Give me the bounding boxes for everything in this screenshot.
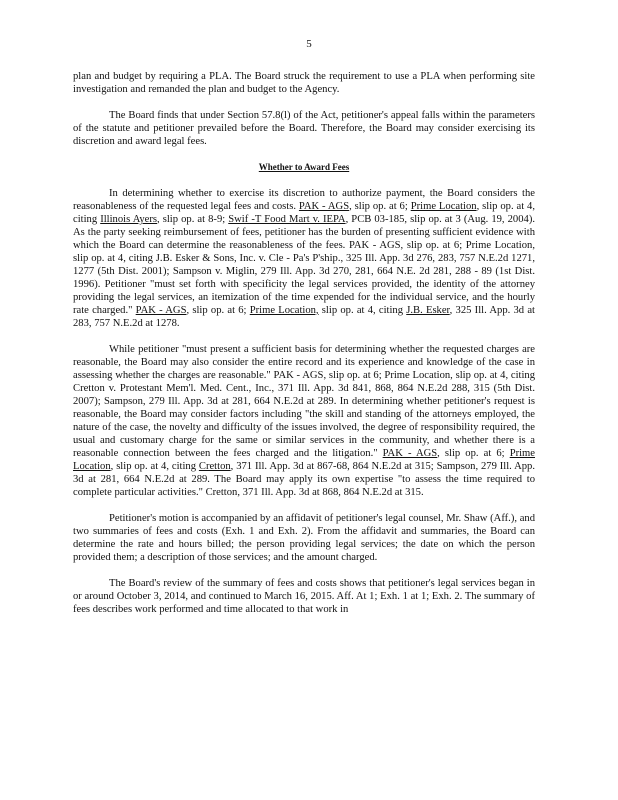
case-citation: PAK - AGS: [135, 305, 187, 316]
case-citation: PAK - AGS: [382, 448, 438, 459]
paragraph-plan-budget: plan and budget by requiring a PLA. The Board struck the requirement to use a PLA when performing site investigation and remanded the plan and budget to the Agency.: [73, 71, 535, 95]
page-number: 5: [306, 38, 312, 50]
case-citation: PAK - AGS: [298, 201, 350, 212]
section-heading-text: Whether to Award Fees: [258, 162, 350, 172]
paragraph-board-review: The Board's review of the summary of fees and costs shows that petitioner's legal services began in or around October 3, 2014, and continued to March 16, 2015. Aff. At 1; Exh. 1 at 1; Exh. 2. The summary of fees describes work performed and time allocated to that work in: [73, 578, 535, 615]
case-citation: Prime Location: [410, 201, 477, 212]
case-citation: Cretton: [198, 461, 231, 472]
case-citation: Swif -T Food Mart v. IEPA: [228, 214, 346, 225]
paragraph-sufficient-basis: While petitioner "must present a sufficient basis for determining whether the requested charges are reasonable, the Board may also consider the entire record and its experience and knowledge of the case in assessing whether the charges are reasonable." PAK - AGS, slip op. at 6; Prime Location, slip op. at 4, citing Cretton v. Protestant Mem'l. Med. Cent., Inc., 371 Ill. App. 3d 841, 868, 864 N.E.2d 288, 315 (5th Dist. 2007); Sampson, 279 Ill. App. 3d at 281, 664 N.E.2d at 289. In determining whether petitioner's request is reasonable, the Board may consider factors including "the skill and standing of the attorneys employed, the nature of the case, the novelty and difficulty of the issues involved, the degree of responsibility required, the usual and customary charge for the same or similar services in the community, and whether there is a reasonable connection between the fees charged and the litigation." PAK - AGS, slip op. at 6; Prime Location, slip op. at 4, citing Cretton, 371 Ill. App. 3d at 867-68, 864 N.E.2d at 315; Sampson, 279 Ill. App. 3d at 281, 664 N.E.2d at 289. The Board may apply its own expertise "to assess the time required to complete particular activities." Cretton, 371 Ill. App. 3d at 868, 864 N.E.2d at 315.: [73, 344, 536, 498]
case-citation: Prime Location,: [249, 305, 319, 316]
section-heading: [73, 161, 535, 174]
case-citation: J.B. Esker: [406, 305, 450, 316]
paragraph-motion-affidavit: Petitioner's motion is accompanied by an affidavit of petitioner's legal counsel, Mr. Shaw (Aff.), and two summaries of fees and costs (Exh. 1 and Exh. 2). From the affidavit and summaries, the Board can determine the rate and hours billed; the person providing legal services; the date on which the person provided them; a description of those services; and the amount charged.: [73, 513, 535, 563]
paragraph-board-finds: The Board finds that under Section 57.8(l) of the Act, petitioner's appeal falls within the parameters of the statute and petitioner prevailed before the Board. Therefore, the Board may consider exercising its discretion and award legal fees.: [73, 110, 535, 147]
case-citation: Illinois Ayers: [100, 214, 158, 225]
case-citation: Prime Location: [73, 448, 535, 472]
paragraph-determining-discretion: In determining whether to exercise its discretion to authorize payment, the Board considers the reasonableness of the requested legal fees and costs. PAK - AGS, slip op. at 6; Prime Location, slip op. at 4, citing Illinois Ayers, slip op. at 8-9; Swif -T Food Mart v. IEPA, PCB 03-185, slip op. at 3 (Aug. 19, 2004). As the party seeking reimbursement of fees, petitioner has the burden of presenting sufficient evidence with which the Board can determine the reasonableness of the fees. PAK - AGS, slip op. at 6; Prime Location, slip op. at 4, citing J.B. Esker & Sons, Inc. v. Cle - Pa's P'ship., 325 Ill. App. 3d 276, 283, 757 N.E.2d 1271, 1277 (5th Dist. 2001); Sampson v. Miglin, 279 Ill. App. 3d 270, 281, 664 N.E. 2d 281, 288 - 89 (1st Dist. 1996). Petitioner "must set forth with specificity the legal services provided, the identity of the attorney providing the legal services, an itemization of the time expended for the individual service, and the hourly rate charged." PAK - AGS, slip op. at 6; Prime Location, slip op. at 4, citing J.B. Esker, 325 Ill. App. 3d at 283, 757 N.E.2d at 1278.: [73, 188, 536, 329]
document-body: [73, 70, 535, 629]
